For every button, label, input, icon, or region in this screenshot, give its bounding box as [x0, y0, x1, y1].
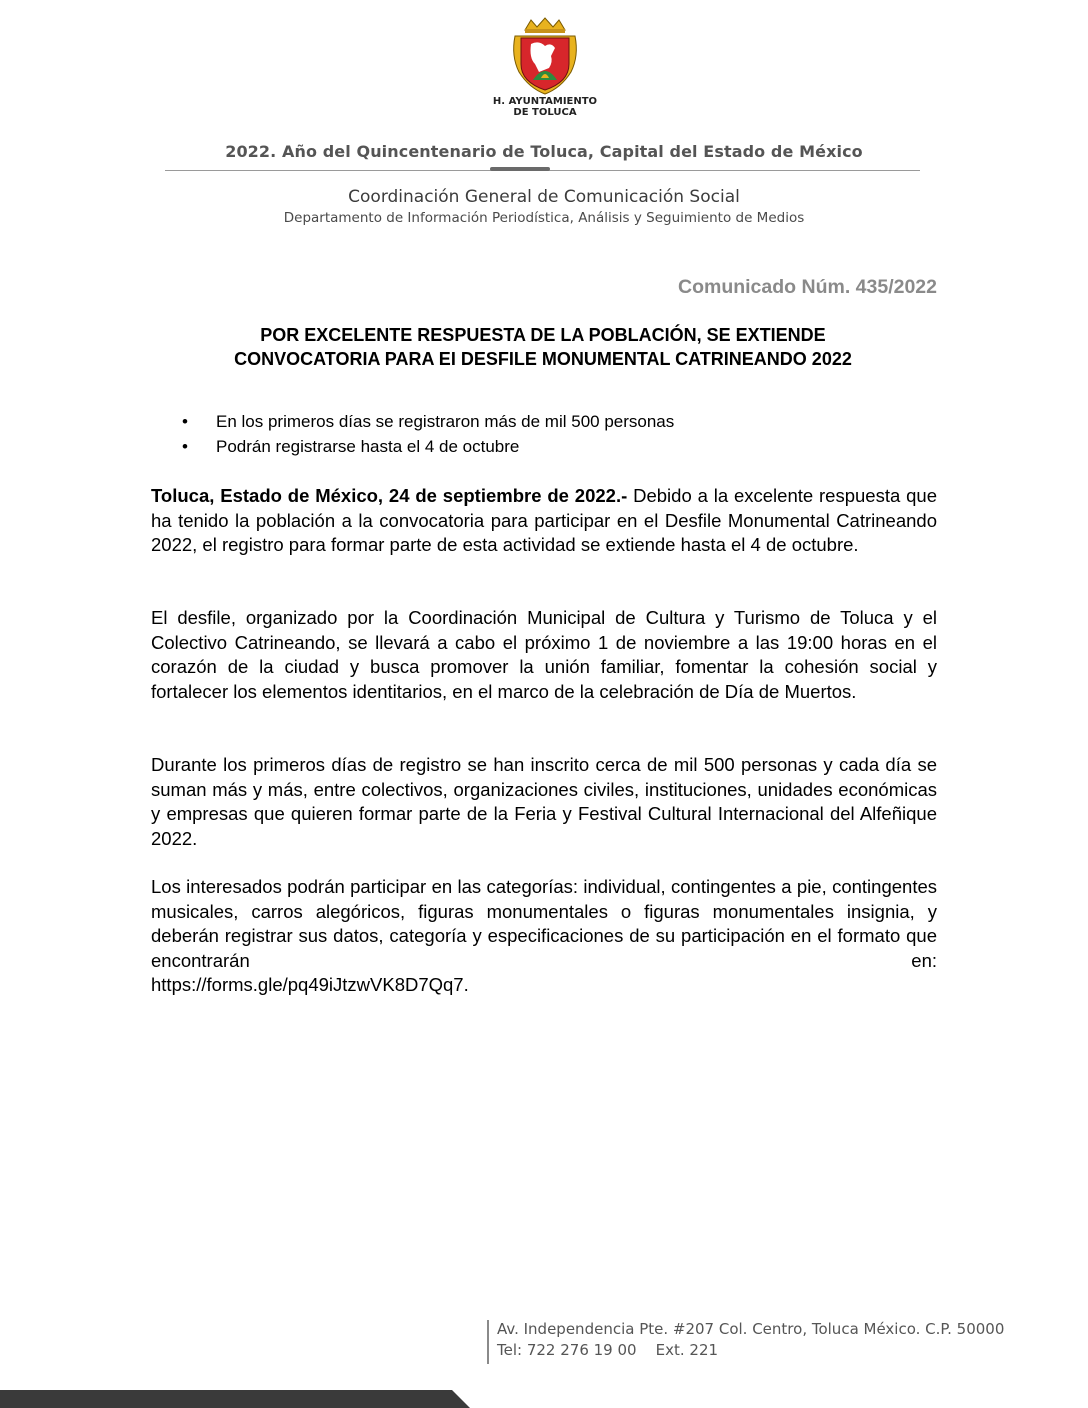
registration-link[interactable]: https://forms.gle/pq49iJtzwVK8D7Qq7.	[151, 974, 469, 995]
footer-phone: Tel: 722 276 19 00 Ext. 221	[497, 1341, 719, 1359]
coat-of-arms-icon	[505, 16, 585, 96]
paragraph-2: El desfile, organizado por la Coordinación Municipal de Cultura y Turismo de Toluca y el Colectivo Catrineando, se llevará a cabo el próximo 1 de noviembre a las 19:00 horas en el corazón de la ciudad y busca promover la unión familiar, fomentar la cohesión social y fortalecer los elementos identitarios, en el marco de la celebración de Día de Muertos.	[151, 607, 937, 702]
paragraph-1	[151, 484, 937, 558]
year-motto: 2022. Año del Quincentenario de Toluca, Capital del Estado de México	[225, 142, 863, 161]
headline	[140, 323, 946, 371]
paragraph-4	[151, 875, 937, 998]
coordination-title: Coordinación General de Comunicación Social	[348, 187, 740, 207]
bullet-item	[180, 409, 674, 434]
bullet-text: En los primeros días se registraron más de mil 500 personas	[216, 412, 675, 431]
department-subtitle: Departamento de Información Periodística, Análisis y Seguimiento de Medios	[283, 210, 805, 226]
header-divider-accent	[490, 167, 550, 171]
footer-strip	[0, 1388, 1088, 1408]
footer-divider	[487, 1320, 489, 1364]
bullet-item	[180, 434, 674, 459]
bullet-dot-icon: •	[182, 412, 188, 431]
dateline: Toluca, Estado de México, 24 de septiembre de 2022.-	[151, 485, 628, 506]
bullet-dot-icon: •	[182, 437, 188, 456]
headline-line1: POR EXCELENTE RESPUESTA DE LA POBLACIÓN, SE EXTIENDE	[260, 325, 826, 345]
logo-caption-line2: DE TOLUCA	[513, 107, 577, 118]
bullet-text: Podrán registrarse hasta el 4 de octubre	[216, 437, 520, 456]
logo-caption	[470, 96, 620, 118]
summary-bullets	[180, 409, 674, 459]
release-number: Comunicado Núm. 435/2022	[677, 276, 937, 298]
paragraph-3: Durante los primeros días de registro se han inscrito cerca de mil 500 personas y cada día se suman más y más, entre colectivos, organizaciones civiles, instituciones, unidades económicas y empresas que quieren formar parte de la Feria y Festival Cultural Internacional del Alfeñique 2022.	[151, 754, 937, 849]
logo-caption-line1: H. AYUNTAMIENTO	[492, 96, 598, 107]
paragraph-4-text: Los interesados podrán participar en las categorías: individual, contingentes a pie, contingentes musicales, carros alegóricos, figuras monumentales o figuras monumentales insignia, y deberán registrar sus datos, categoría y especificaciones de su participación en el formato que encontrarán en:	[151, 876, 937, 971]
footer-address: Av. Independencia Pte. #207 Col. Centro, Toluca México. C.P. 50000	[497, 1320, 1005, 1338]
paragraph-1-text: Debido a la excelente respuesta que ha tenido la población a la convocatoria para participar en el Desfile Monumental Catrineando 2022, el registro para formar parte de esta actividad se extiende hasta el 4 de octubre.	[151, 485, 937, 555]
headline-line2: CONVOCATORIA PARA EI DESFILE MONUMENTAL CATRINEANDO 2022	[234, 349, 852, 369]
